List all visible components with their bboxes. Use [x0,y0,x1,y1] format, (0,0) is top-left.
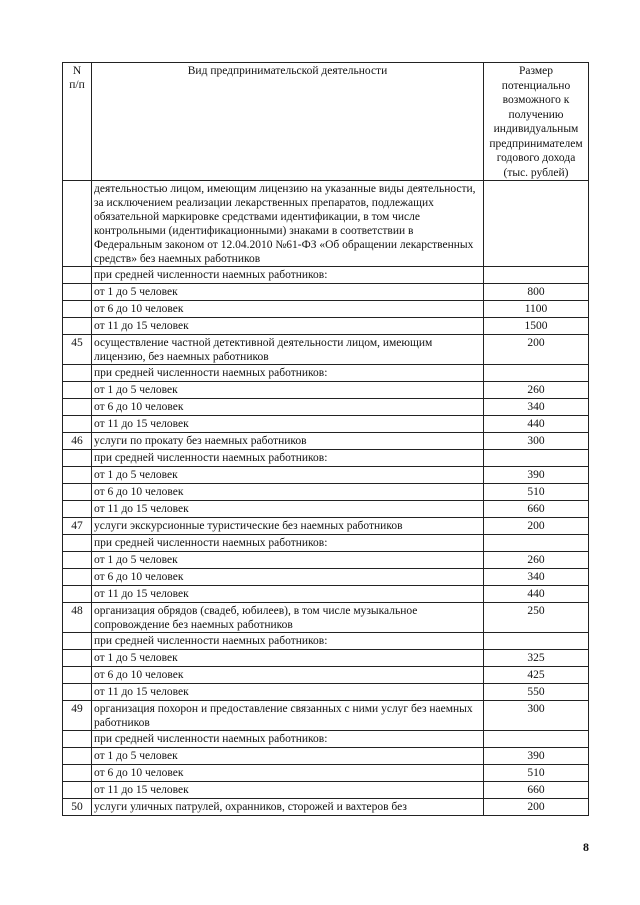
row-number: 50 [63,799,92,816]
row-activity: организация похорон и предоставление связанных с ними услуг без наемных работников [92,701,484,731]
row-activity: при средней численности наемных работников: [92,633,484,650]
table-row [63,416,589,433]
table-row [63,731,589,748]
row-number [63,535,92,552]
row-income-value [484,181,589,267]
header-income-size: Размер потенциально возможного к получению индивидуальным предпринимателем годового дохода (тыс. рублей) [484,63,589,181]
header-number: N п/п [63,63,92,181]
row-income-value: 200 [484,335,589,365]
row-activity: услуги экскурсионные туристические без наемных работников [92,518,484,535]
row-income-value: 1500 [484,318,589,335]
row-number: 47 [63,518,92,535]
table-row [63,535,589,552]
row-income-value: 300 [484,701,589,731]
row-activity: от 6 до 10 человек [92,399,484,416]
row-activity: услуги уличных патрулей, охранников, сторожей и вахтеров без [92,799,484,816]
row-number [63,284,92,301]
table-row [63,433,589,450]
table-row [63,365,589,382]
table-row [63,586,589,603]
row-income-value [484,365,589,382]
row-income-value: 260 [484,382,589,399]
row-income-value: 340 [484,569,589,586]
table-row [63,782,589,799]
row-income-value: 200 [484,799,589,816]
row-income-value: 390 [484,467,589,484]
table-row [63,569,589,586]
row-number [63,399,92,416]
row-activity: от 1 до 5 человек [92,467,484,484]
row-activity: от 11 до 15 человек [92,501,484,518]
row-number [63,633,92,650]
table-row [63,765,589,782]
row-income-value: 550 [484,684,589,701]
row-activity: при средней численности наемных работников: [92,450,484,467]
row-activity: от 11 до 15 человек [92,684,484,701]
row-number [63,586,92,603]
table-header-row [63,63,589,181]
row-activity: деятельностью лицом, имеющим лицензию на указанные виды деятельности, за исключением реализации лекарственных препаратов, подлежащих обязательной маркировке средствами идентификации, в том числе контрольными (идентификационными) знаками в соответствии в Федеральным законом от 12.04.2010 №61-ФЗ «Об обращении лекарственных средств» без наемных работников [92,181,484,267]
row-activity: от 11 до 15 человек [92,782,484,799]
table-row [63,650,589,667]
page-number: 8 [583,840,589,854]
row-number [63,467,92,484]
row-income-value [484,450,589,467]
row-activity: услуги по прокату без наемных работников [92,433,484,450]
row-number [63,684,92,701]
table-row [63,799,589,816]
table-row [63,467,589,484]
table-row [63,501,589,518]
row-activity: от 11 до 15 человек [92,586,484,603]
row-activity: от 11 до 15 человек [92,318,484,335]
row-income-value: 1100 [484,301,589,318]
row-number [63,667,92,684]
row-number: 45 [63,335,92,365]
table-row [63,181,589,267]
row-number: 46 [63,433,92,450]
row-number: 48 [63,603,92,633]
row-activity: осуществление частной детективной деятельности лицом, имеющим лицензию, без наемных работников [92,335,484,365]
row-number [63,267,92,284]
row-income-value: 440 [484,416,589,433]
row-activity: от 1 до 5 человек [92,382,484,399]
row-number [63,765,92,782]
document-table [62,62,589,816]
row-income-value [484,267,589,284]
row-income-value: 250 [484,603,589,633]
table-row [63,518,589,535]
table-row [63,301,589,318]
row-number [63,450,92,467]
row-activity: от 6 до 10 человек [92,484,484,501]
row-income-value: 260 [484,552,589,569]
row-activity: при средней численности наемных работников: [92,535,484,552]
row-number [63,484,92,501]
row-activity: от 1 до 5 человек [92,650,484,667]
row-number [63,301,92,318]
table-row [63,450,589,467]
row-income-value: 390 [484,748,589,765]
table-row [63,552,589,569]
table-row [63,667,589,684]
row-number [63,782,92,799]
table-row [63,701,589,731]
row-activity: при средней численности наемных работников: [92,267,484,284]
row-income-value: 510 [484,765,589,782]
row-number [63,181,92,267]
table-row [63,284,589,301]
row-activity: от 1 до 5 человек [92,552,484,569]
row-number: 49 [63,701,92,731]
row-income-value [484,535,589,552]
row-activity: при средней численности наемных работников: [92,365,484,382]
table-row [63,603,589,633]
row-income-value: 200 [484,518,589,535]
row-income-value: 440 [484,586,589,603]
row-number [63,416,92,433]
row-activity: от 1 до 5 человек [92,748,484,765]
row-activity: организация обрядов (свадеб, юбилеев), в том числе музыкальное сопровождение без наемных работников [92,603,484,633]
row-income-value [484,633,589,650]
table-row [63,335,589,365]
row-income-value: 300 [484,433,589,450]
table-body [63,181,589,816]
row-number [63,731,92,748]
row-income-value: 510 [484,484,589,501]
table-row [63,382,589,399]
table-row [63,684,589,701]
row-activity: от 6 до 10 человек [92,301,484,318]
row-activity: от 11 до 15 человек [92,416,484,433]
row-income-value: 340 [484,399,589,416]
table-row [63,399,589,416]
row-activity: от 6 до 10 человек [92,765,484,782]
row-income-value: 660 [484,501,589,518]
row-number [63,569,92,586]
row-activity: от 6 до 10 человек [92,569,484,586]
row-income-value: 660 [484,782,589,799]
table-row [63,318,589,335]
row-number [63,650,92,667]
table-row [63,748,589,765]
row-number [63,501,92,518]
row-number [63,365,92,382]
row-number [63,382,92,399]
table-row [63,633,589,650]
row-number [63,748,92,765]
table-row [63,484,589,501]
row-activity: от 6 до 10 человек [92,667,484,684]
row-income-value [484,731,589,748]
row-number [63,318,92,335]
header-activity: Вид предпринимательской деятельности [92,63,484,181]
row-activity: при средней численности наемных работников: [92,731,484,748]
row-activity: от 1 до 5 человек [92,284,484,301]
row-income-value: 800 [484,284,589,301]
table-row [63,267,589,284]
row-income-value: 425 [484,667,589,684]
row-income-value: 325 [484,650,589,667]
row-number [63,552,92,569]
